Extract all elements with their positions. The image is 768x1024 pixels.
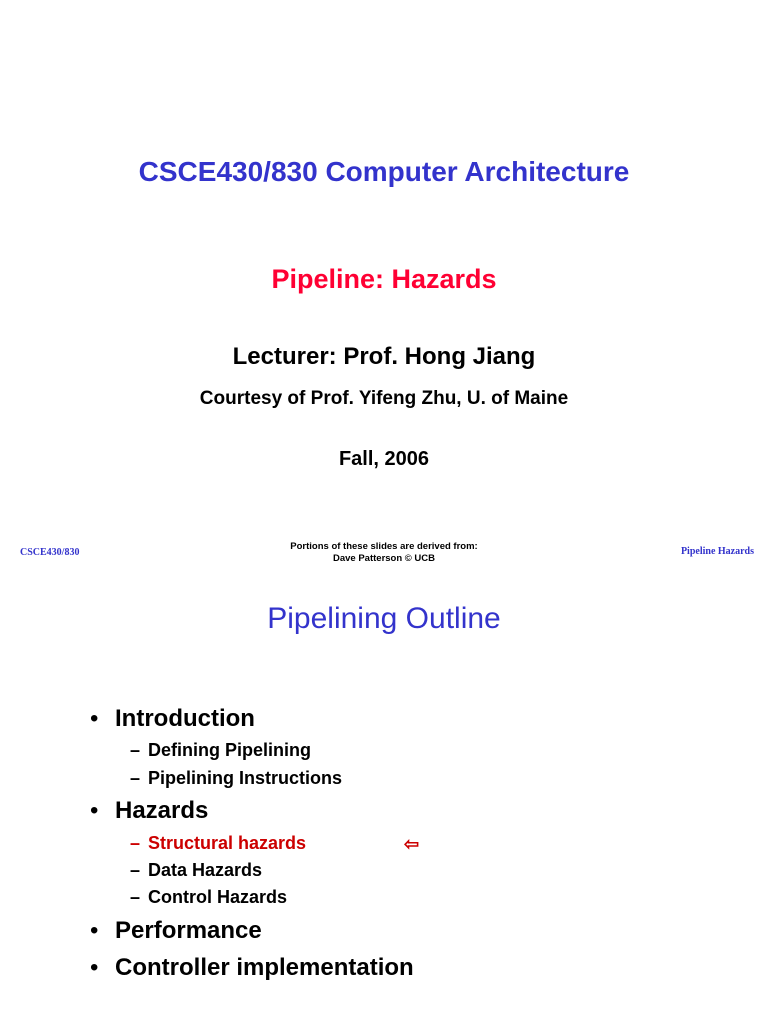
outline-subitem — [130, 887, 287, 908]
outline-title: Pipelining Outline — [267, 602, 501, 635]
bullet-glyph: • — [90, 705, 99, 732]
lecturer-line: Lecturer: Prof. Hong Jiang — [232, 343, 536, 370]
footer-credit-line1: Portions of these slides are derived from: — [290, 541, 478, 552]
bullet-label: Introduction — [115, 705, 255, 732]
subitem-label: Data Hazards — [148, 860, 263, 880]
outline-bullet — [90, 917, 262, 945]
bullet-label: Controller implementation — [115, 954, 414, 981]
dash-glyph: – — [130, 860, 141, 880]
slide-subtitle: Pipeline: Hazards — [271, 264, 497, 294]
outline-bullet — [90, 705, 255, 733]
dash-glyph: – — [130, 833, 141, 853]
course-title: CSCE430/830 Computer Architecture — [138, 156, 630, 187]
subitem-label: Control Hazards — [148, 887, 288, 907]
bullet-label: Performance — [115, 917, 262, 944]
outline-bullet — [90, 797, 208, 825]
subitem-label: Structural hazards — [148, 833, 307, 853]
bullet-label: Hazards — [115, 797, 209, 824]
outline-subitem — [130, 768, 342, 789]
dash-glyph: – — [130, 740, 141, 760]
subitem-label: Defining Pipelining — [148, 740, 311, 760]
outline-bullet — [90, 954, 414, 982]
outline-subitem — [130, 740, 311, 761]
subitem-label: Pipelining Instructions — [148, 768, 343, 788]
dash-glyph: – — [130, 887, 141, 907]
footer-topic: Pipeline Hazards — [680, 546, 754, 557]
footer-course-code: CSCE430/830 — [20, 547, 80, 558]
term-line: Fall, 2006 — [338, 448, 430, 470]
bullet-glyph: • — [90, 797, 99, 824]
bullet-glyph: • — [90, 917, 99, 944]
outline-subitem — [130, 860, 262, 881]
dash-glyph: – — [130, 768, 141, 788]
footer-credit-line2: Dave Patterson © UCB — [332, 553, 436, 564]
left-arrow-icon: ⇦ — [404, 834, 420, 854]
bullet-glyph: • — [90, 954, 99, 981]
courtesy-line: Courtesy of Prof. Yifeng Zhu, U. of Maine — [199, 388, 569, 409]
outline-subitem-current — [130, 833, 306, 854]
footer-credit — [0, 541, 768, 565]
